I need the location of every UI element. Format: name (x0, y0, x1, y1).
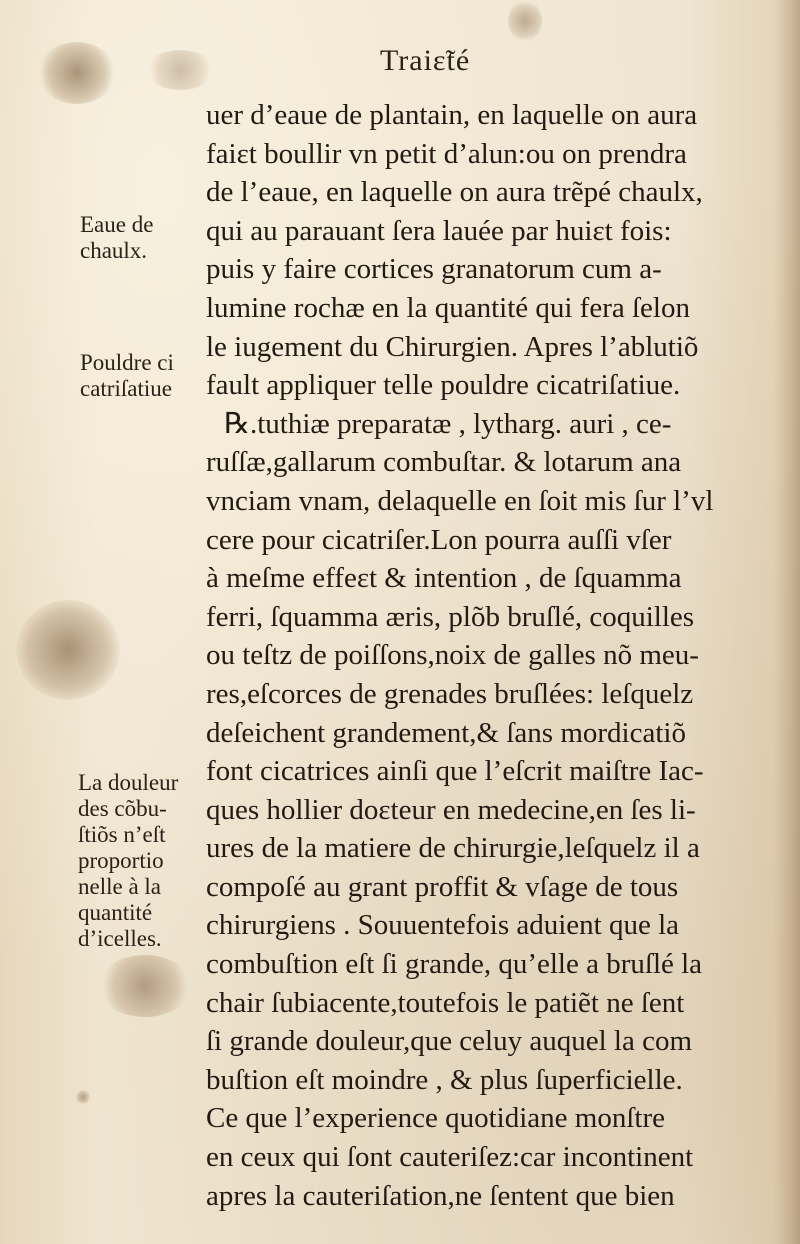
margin-note-line: nelle à la (78, 874, 162, 899)
text-line: uer d’eaue de plantain, en laquelle on aura (206, 99, 698, 131)
margin-note-line: des cõbu- (78, 796, 167, 821)
text-line: apres la cauteriſation,ne ſentent que bien (206, 1179, 675, 1212)
margin-note-pouldre (80, 350, 174, 402)
margin-note-douleur (78, 770, 178, 952)
margin-note-line: quantité (78, 900, 153, 925)
margin-note-line: Pouldre ci (80, 350, 174, 375)
page-edge-shadow (774, 0, 800, 1244)
text-line: ſi grande douleur,que celuy auquel la com (206, 1025, 693, 1058)
body-text (200, 96, 750, 1215)
text-line: à meſme effeɛt & intention , de ſquamma (206, 562, 682, 595)
margin-note-eaue-de-chaulx (80, 212, 153, 264)
text-line: compoſé au grant proffit & vſage de tous (206, 870, 679, 903)
margin-note-line: chaulx. (80, 238, 148, 263)
margin-note-line: d’icelles. (78, 926, 162, 951)
text-line: vnciam vnam, delaquelle en ſoit mis ſur l’vl (206, 484, 714, 517)
text-line: combuſtion eſt ſi grande, qu’elle a bruſlé la (206, 948, 703, 981)
text-line: ruſſæ,gallarum combuſtar. & lotarum ana (206, 446, 682, 479)
stain-top-left (38, 42, 116, 104)
text-line: qui au parauant ſera lauée par huiɛt fois: (206, 214, 672, 247)
margin-note-line: Eaue de (80, 212, 154, 237)
text-line: puis y faire cortices granatorum cum a- (206, 253, 662, 286)
text-line: ferri, ſquamma æris, plõb bruſlé, coquilles (206, 600, 695, 633)
stain-top-mid (145, 50, 215, 90)
stain-lower-left (98, 955, 192, 1017)
margin-note-line: ſtiõs n’eſt (78, 822, 166, 847)
text-line: font cicatrices ainſi que l’eſcrit maiſtre Iac- (206, 755, 704, 788)
stain-left-mid (16, 600, 120, 700)
text-line: ures de la matiere de chirurgie,leſquelz il a (206, 832, 700, 865)
margin-note-line: catriſatiue (80, 376, 172, 401)
text-line: le iugement du Chirurgien. Apres l’ablutiõ (206, 330, 699, 363)
text-line: ou teſtz de poiſſons,noix de galles nõ meu- (206, 639, 699, 672)
text-line: res,eſcorces de grenades bruſlées: leſquelz (206, 677, 694, 710)
text-line: chirurgiens . Souuentefois aduient que la (206, 909, 680, 942)
text-line: ℞.tuthiæ preparatæ , lytharg. auri , ce- (224, 407, 672, 440)
text-line: Ce que l’experience quotidiane monſtre (206, 1102, 665, 1135)
text-line: ques hollier doɛteur en medecine,en ſes li- (206, 793, 696, 826)
stain-dot (76, 1090, 90, 1104)
margin-note-line: La douleur (78, 770, 179, 795)
margin-note-line: proportio (78, 848, 164, 873)
text-line: lumine rochæ en la quantité qui fera ſelon (206, 291, 690, 324)
stain-top-small (508, 0, 542, 42)
text-line: cere pour cicatriſer.Lon pourra auſſi vſer (206, 523, 672, 556)
text-line: buſtion eſt moindre , & plus ſuperficielle. (206, 1063, 683, 1096)
text-line: de l’eaue, en laquelle on aura trẽpé chaulx, (206, 176, 703, 209)
text-line: faiɛt boullir vn petit d’alun:ou on prendra (206, 137, 687, 170)
text-line: fault appliquer telle pouldre cicatriſatiue. (206, 369, 681, 402)
text-line: chair ſubiacente,toutefois le patiẽt ne ſent (206, 986, 685, 1019)
text-line: en ceux qui ſont cauteriſez:car incontinent (206, 1141, 694, 1174)
text-line: deſeichent grandement,& ſans mordicatiõ (206, 716, 686, 749)
running-head: Traiɛ̃té (380, 44, 471, 77)
